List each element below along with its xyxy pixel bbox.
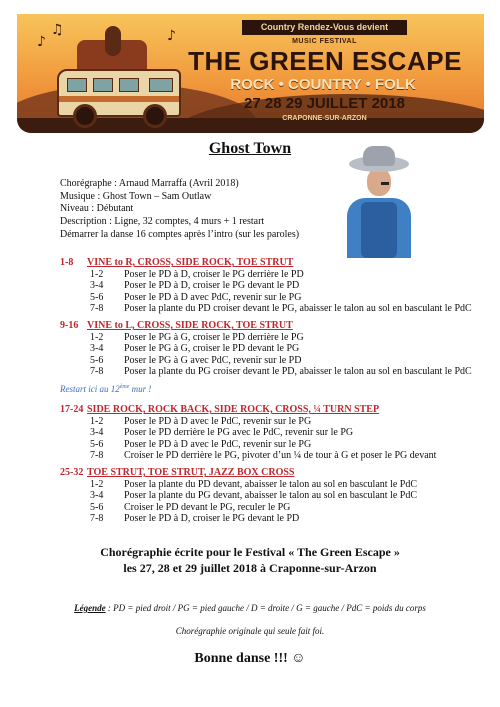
step-text: Poser la plante du PG croiser devant le PD, abaisser le talon au sol en basculant le PdC — [124, 365, 472, 377]
step-count: 3-4 — [90, 280, 104, 292]
step-count: 1-2 — [90, 416, 104, 427]
van-window — [119, 78, 139, 92]
van-wheel — [143, 104, 167, 128]
step-row — [60, 280, 472, 291]
step-text: Poser la plante du PG devant, abaisser le talon au sol en basculant le PdC — [124, 490, 417, 502]
step-text: Poser la plante du PD devant, abaisser le talon au sol en basculant le PdC — [124, 479, 417, 490]
step-row — [60, 355, 472, 366]
music-note-icon: ♪ — [37, 34, 46, 50]
banner-title: THE GREEN ESCAPE — [188, 46, 462, 76]
step-text: Poser le PD à D, croiser le PG devant le PD — [124, 280, 300, 292]
closing-text: Bonne danse !!! ☺ — [194, 651, 306, 666]
info-line: Chorégraphe : Arnaud Marraffa (Avril 2018) — [60, 178, 239, 189]
step-row — [60, 502, 417, 513]
restart-note — [60, 384, 151, 394]
music-note-icon: ♪ — [167, 28, 176, 44]
section-counts: 9-16 — [60, 320, 79, 331]
step-row — [60, 479, 417, 490]
step-row — [60, 303, 472, 314]
legend-text: : PD = pied droit / PG = pied gauche / D = droite / G = gauche / PdC = poids du corps — [105, 603, 426, 613]
van-window — [149, 78, 173, 92]
info-line: Niveau : Débutant — [60, 203, 134, 215]
van-wheel — [73, 104, 97, 128]
step-row — [60, 343, 472, 354]
restart-sup: ème — [119, 384, 130, 390]
step-count: 1-2 — [90, 479, 104, 490]
step-count: 7-8 — [90, 449, 104, 461]
guitar-icon — [105, 26, 121, 56]
step-row — [60, 450, 436, 461]
step-row — [60, 332, 472, 343]
cowboy-hat-top — [363, 146, 395, 166]
step-text: Poser la plante du PD croiser devant le PG, abaisser le talon au sol en basculant le PdC — [124, 302, 472, 314]
festival-banner — [17, 14, 484, 133]
step-row — [60, 513, 417, 524]
credit-line: Chorégraphie écrite pour le Festival « The Green Escape » — [100, 545, 400, 559]
restart-text-end: mur ! — [129, 384, 152, 394]
step-count: 5-6 — [90, 501, 104, 513]
van-stripe — [59, 96, 179, 102]
van-window — [67, 78, 87, 92]
info-line: Démarrer la danse 16 comptes après l’intro (sur les paroles) — [60, 228, 300, 240]
section-counts: 17-24 — [60, 404, 84, 415]
step-count: 3-4 — [90, 343, 104, 355]
step-row — [60, 269, 472, 280]
banner-genres: ROCK • COUNTRY • FOLK — [230, 76, 416, 93]
step-text: Poser le PD derrière le PG avec le PdC, revenir sur le PG — [124, 427, 354, 439]
step-row — [60, 439, 436, 450]
step-count: 7-8 — [90, 302, 104, 314]
step-count: 5-6 — [90, 354, 104, 366]
step-section — [60, 320, 472, 377]
section-header — [60, 404, 436, 416]
legend — [0, 603, 500, 613]
step-count: 7-8 — [90, 512, 104, 524]
music-note-icon: ♫ — [51, 22, 64, 38]
section-name: VINE to L, CROSS, SIDE ROCK, TOE STRUT — [87, 320, 293, 331]
origin-note: Chorégraphie originale qui seule fait foi. — [175, 626, 325, 636]
step-text: Poser le PD à D, croiser le PG derrière le PD — [124, 269, 304, 280]
step-row — [60, 416, 436, 427]
legend-label: Légende — [74, 603, 106, 613]
step-text: Croiser le PD devant le PG, reculer le PG — [124, 501, 291, 513]
banner-place: CRAPONNE-SUR-ARZON — [282, 115, 367, 122]
step-count: 5-6 — [90, 291, 104, 303]
dance-title: Ghost Town — [208, 140, 292, 157]
step-count: 1-2 — [90, 332, 104, 343]
step-row — [60, 427, 436, 438]
section-name: TOE STRUT, TOE STRUT, JAZZ BOX CROSS — [87, 467, 295, 478]
step-row — [60, 366, 472, 377]
step-text: Poser le PD à D avec le PdC, revenir sur le PG — [124, 438, 312, 450]
section-counts: 1-8 — [60, 257, 74, 268]
step-count: 3-4 — [90, 427, 104, 439]
info-line: Description : Ligne, 32 comptes, 4 murs + 1 restart — [60, 216, 265, 228]
section-header — [60, 320, 472, 332]
step-text: Poser le PD à D avec le PdC, revenir sur le PG — [124, 416, 312, 427]
banner-festival-label: MUSIC FESTIVAL — [292, 38, 357, 45]
step-count: 1-2 — [90, 269, 104, 280]
step-text: Croiser le PD derrière le PG, pivoter d’un ¼ de tour à G et poser le PG devant — [124, 449, 437, 461]
step-section — [60, 404, 436, 461]
step-count: 3-4 — [90, 490, 104, 502]
banner-top-sign: Country Rendez-Vous devient — [242, 20, 407, 35]
photo-vest — [361, 202, 397, 258]
headset-mic — [381, 182, 389, 185]
dancer-photo — [341, 146, 417, 258]
banner-dates: 27 28 29 JUILLET 2018 — [244, 95, 405, 112]
info-line: Musique : Ghost Town – Sam Outlaw — [60, 190, 212, 202]
section-name: SIDE ROCK, ROCK BACK, SIDE ROCK, CROSS, ¼ TURN STEP — [87, 404, 380, 415]
step-text: Poser le PD à D avec PdC, revenir sur le PG — [124, 291, 302, 303]
section-header — [60, 467, 417, 479]
van-window — [93, 78, 113, 92]
step-text: Poser le PG à G, croiser le PD devant le PG — [124, 343, 300, 355]
step-text: Poser le PD à D, croiser le PG devant le PD — [124, 512, 300, 524]
restart-text: Restart ici au 12 — [60, 384, 120, 394]
step-row — [60, 292, 472, 303]
section-name: VINE to R, CROSS, SIDE ROCK, TOE STRUT — [87, 257, 294, 268]
festival-credit — [0, 544, 500, 576]
section-header — [60, 257, 472, 269]
step-count: 5-6 — [90, 438, 104, 450]
step-section — [60, 467, 417, 524]
step-section — [60, 257, 472, 314]
step-row — [60, 490, 417, 501]
step-text: Poser le PG à G avec PdC, revenir sur le PD — [124, 354, 302, 366]
credit-line: les 27, 28 et 29 juillet 2018 à Craponne-sur-Arzon — [123, 561, 377, 575]
step-count: 7-8 — [90, 365, 104, 377]
section-counts: 25-32 — [60, 467, 84, 478]
step-text: Poser le PG à G, croiser le PD derrière le PG — [124, 332, 304, 343]
dance-info — [60, 178, 299, 242]
